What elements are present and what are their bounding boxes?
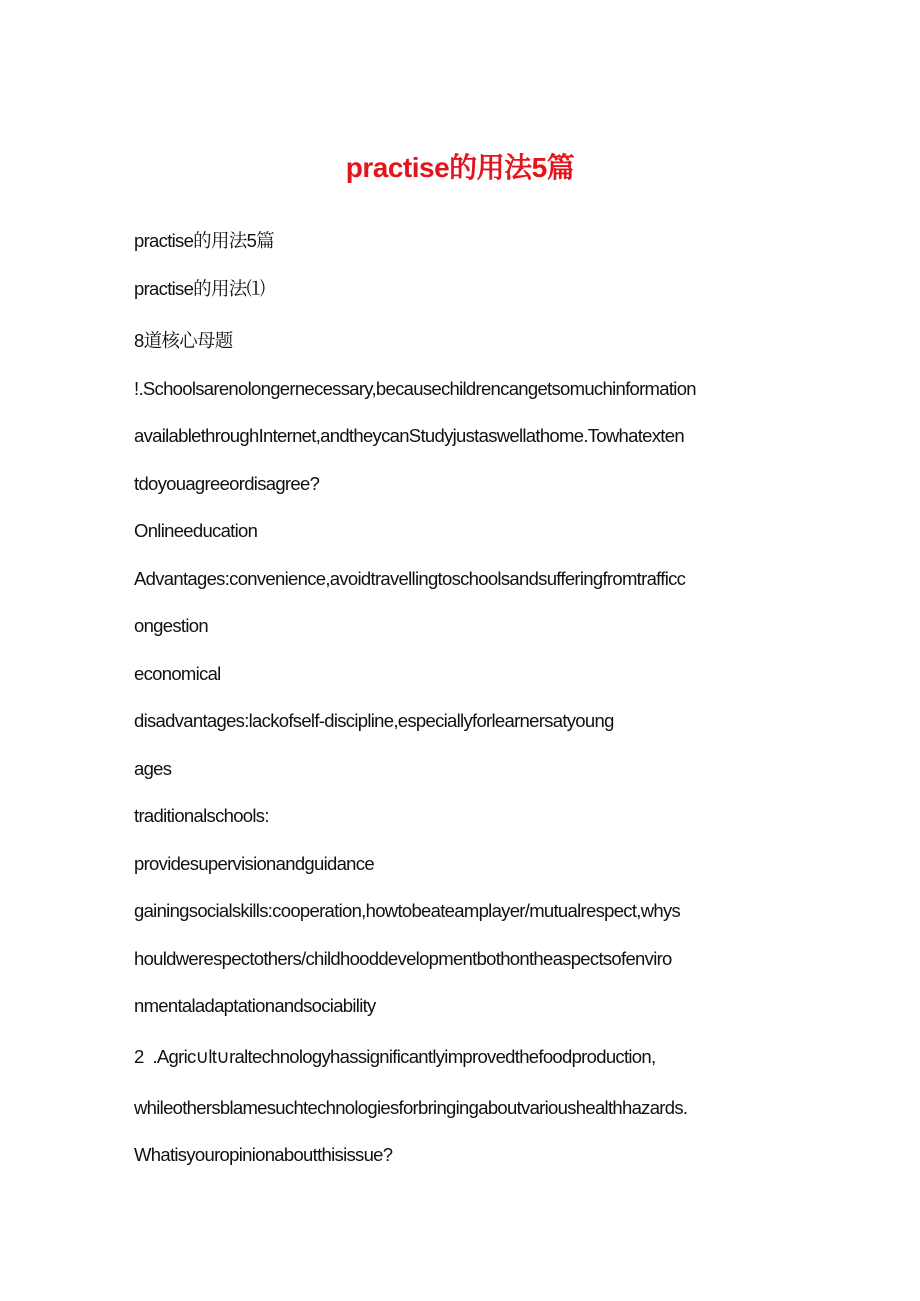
text-line: tdoyouagreeordisagree? [134,473,320,494]
text-line: ongestion [134,615,208,636]
text-line: Whatisyouropinionaboutthisissue? [134,1144,393,1165]
text-line: gainingsocialskills:cooperation,howtobeateamplayer/mutualrespect,whys [134,900,681,921]
text-line: disadvantages:lackofself-discipline,especiallyforlearnersatyoung [134,710,614,731]
text-line: traditionalschools: [134,805,269,826]
document-title: practise的用法5篇 [345,152,575,183]
text-line: whileothersblamesuchtechnologiesforbringingaboutvarioushealthhazards. [134,1097,688,1118]
text-line: Advantages:convenience,avoidtravellingtoschoolsandsufferingfromtrafficc [134,568,686,589]
text-line: practise的用法⑴ [134,278,265,299]
text-line: 2 .Agric∪lt∪raltechnologyhassignificantlyimprovedthefoodproduction, [134,1046,656,1067]
text-line: availablethroughInternet,andtheycanStudyjustaswellathome.Towhatexten [134,425,684,446]
text-line: ages [134,758,172,779]
text-line: economical [134,663,221,684]
text-line: !.Schoolsarenolongernecessary,becausechildrencangetsomuchinformation [134,378,696,399]
text-line: houldwerespectothers/childhooddevelopmentbothontheaspectsofenviro [134,948,672,969]
text-line: practise的用法5篇 [134,230,274,251]
text-line: 8道核心母题 [134,330,233,351]
text-line: providesupervisionandguidance [134,853,374,874]
text-line: nmentaladaptationandsociability [134,995,376,1016]
text-line: Onlineeducation [134,520,258,541]
